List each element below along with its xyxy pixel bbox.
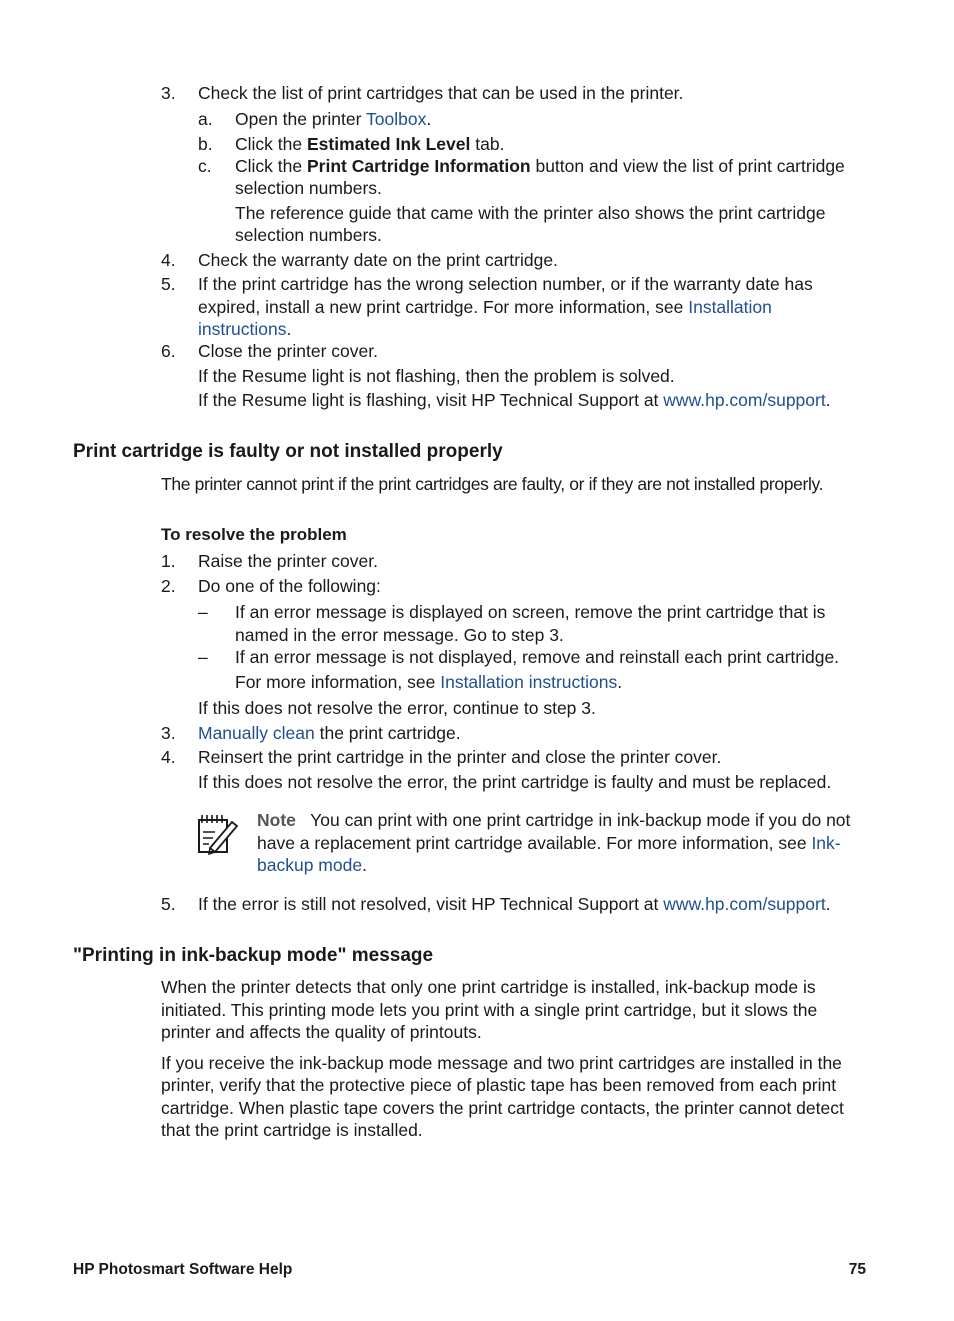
step-text: If this does not resolve the error, continue to step 3. [198, 698, 596, 718]
step-number: 5. [161, 274, 176, 294]
hp-support-link[interactable]: www.hp.com/support [663, 390, 826, 410]
step-text: Manually clean the print cartridge. [198, 723, 461, 743]
substep-c-extra: The reference guide that came with the printer also shows the print cartridge [235, 203, 826, 223]
substep-letter: a. [198, 109, 213, 129]
paragraph-line: cartridge. When plastic tape covers the print cartridge contacts, the printer cannot detect [161, 1098, 844, 1118]
step-number: 4. [161, 250, 176, 270]
page-number: 75 [848, 1261, 866, 1278]
step-number: 3. [161, 83, 176, 103]
paragraph-line: that the print cartridge is installed. [161, 1120, 423, 1140]
note-text: backup mode. [257, 855, 367, 875]
installation-instructions-link[interactable]: instructions [198, 319, 287, 339]
bullet-text: For more information, see Installation instructions. [235, 672, 623, 692]
step-number: 5. [161, 894, 176, 914]
step-number: 1. [161, 551, 176, 571]
substep-a: Open the printer Toolbox. [235, 109, 432, 129]
step-text: Close the printer cover. [198, 341, 378, 361]
step-text: Reinsert the print cartridge in the printer and close the printer cover. [198, 747, 722, 767]
toolbox-link[interactable]: Toolbox [366, 109, 427, 129]
ink-backup-mode-link[interactable]: Ink- [811, 833, 841, 853]
dash-bullet: – [198, 602, 208, 622]
dash-bullet: – [198, 647, 208, 667]
substep-c: Click the Print Cartridge Information button and view the list of print cartridge [235, 156, 845, 176]
step-number: 2. [161, 576, 176, 596]
manually-clean-link[interactable]: Manually clean [198, 723, 315, 743]
bullet-text: named in the error message. Go to step 3. [235, 625, 564, 645]
step-text: Check the list of print cartridges that can be used in the printer. [198, 83, 684, 103]
paragraph-line: printer and affects the quality of printouts. [161, 1022, 482, 1042]
substep-letter: c. [198, 156, 212, 176]
step-text: If the Resume light is flashing, visit HP Technical Support at www.hp.com/support. [198, 390, 831, 410]
bullet-text: If an error message is not displayed, remove and reinstall each print cartridge. [235, 647, 840, 667]
hp-support-link[interactable]: www.hp.com/support [663, 894, 826, 914]
step-text: expired, install a new print cartridge. For more information, see Installation [198, 297, 772, 317]
step-number: 6. [161, 341, 176, 361]
section-heading: "Printing in ink-backup mode" message [73, 945, 434, 966]
step-number: 4. [161, 747, 176, 767]
note-text: have a replacement print cartridge available. For more information, see Ink- [257, 833, 841, 853]
step-number: 3. [161, 723, 176, 743]
paragraph-line: If you receive the ink-backup mode message and two print cartridges are installed in the [161, 1053, 842, 1073]
substep-c-line2: selection numbers. [235, 178, 382, 198]
step-text: instructions. [198, 319, 292, 339]
step-text: If the error is still not resolved, visit HP Technical Support at www.hp.com/support. [198, 894, 831, 914]
note-label: Note [257, 810, 296, 830]
paragraph-line: printer, verify that the protective piece of plastic tape has been removed from each print [161, 1075, 837, 1095]
footer-title: HP Photosmart Software Help [73, 1261, 293, 1278]
subheading: To resolve the problem [161, 525, 347, 544]
bullet-text: If an error message is displayed on screen, remove the print cartridge that is [235, 602, 826, 622]
substep-c-extra: selection numbers. [235, 225, 382, 245]
step-text: If this does not resolve the error, the print cartridge is faulty and must be replaced. [198, 772, 832, 792]
note-pad-icon [196, 812, 242, 856]
step-text: Check the warranty date on the print cartridge. [198, 250, 558, 270]
installation-instructions-link[interactable]: Installation [688, 297, 772, 317]
substep-letter: b. [198, 134, 213, 154]
ink-backup-mode-link[interactable]: backup mode [257, 855, 363, 875]
step-text: If the Resume light is not flashing, then the problem is solved. [198, 366, 675, 386]
section-intro: The printer cannot print if the print cartridges are faulty, or if they are not installed properly. [161, 474, 824, 494]
section-heading: Print cartridge is faulty or not installed properly [73, 441, 503, 462]
step-text: Do one of the following: [198, 576, 381, 596]
paragraph-line: When the printer detects that only one print cartridge is installed, ink-backup mode is [161, 977, 816, 997]
step-text: Raise the printer cover. [198, 551, 378, 571]
paragraph-line: initiated. This printing mode lets you print with a single print cartridge, but it slows the [161, 1000, 818, 1020]
substep-b: Click the Estimated Ink Level tab. [235, 134, 505, 154]
installation-instructions-link[interactable]: Installation instructions [440, 672, 618, 692]
step-text: If the print cartridge has the wrong selection number, or if the warranty date has [198, 274, 813, 294]
note-text: Note You can print with one print cartridge in ink-backup mode if you do not [257, 810, 851, 830]
